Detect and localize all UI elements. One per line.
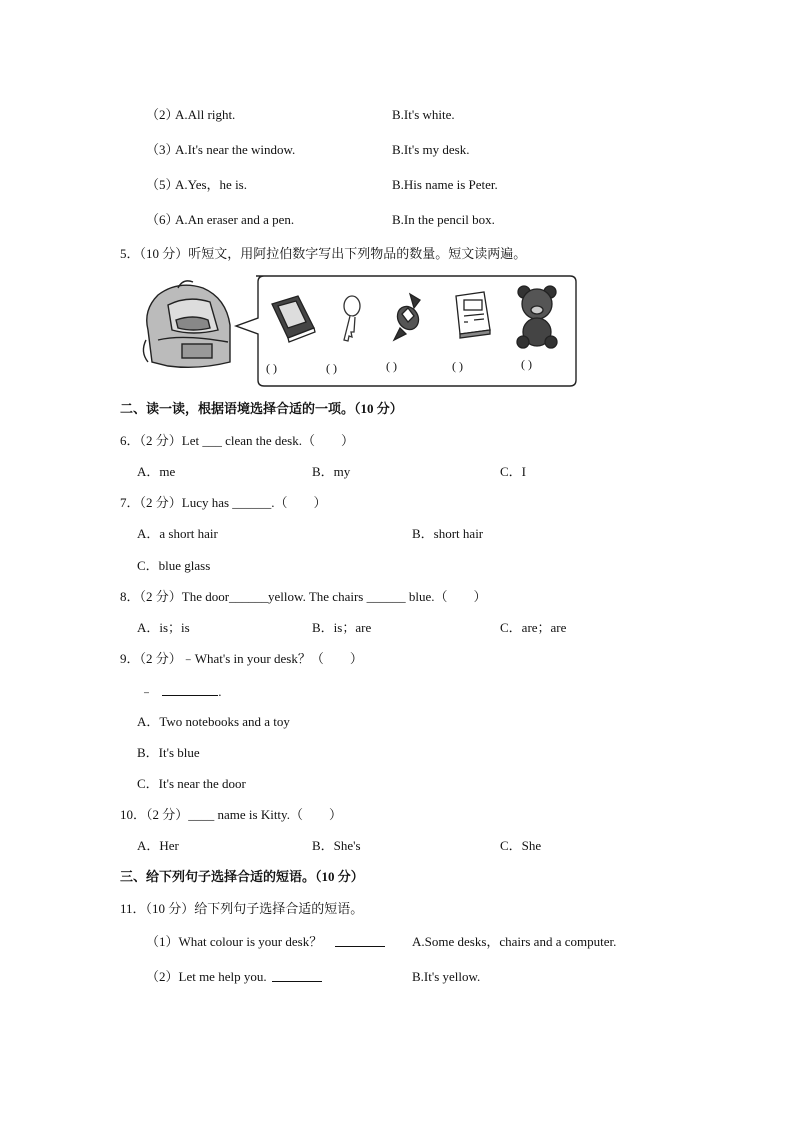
q11-choice-b: B.It's yellow. <box>412 969 481 984</box>
q4-row-number: （2） <box>146 107 179 122</box>
answer-paren-notebook[interactable]: ( ) <box>452 359 463 373</box>
backpack-icon <box>143 281 230 367</box>
q10-option-a[interactable]: A．Her <box>137 838 179 853</box>
q5-figure <box>138 270 578 390</box>
answer-paren-book[interactable]: ( ) <box>266 361 277 375</box>
q4-option-b: B.It's white. <box>392 107 455 122</box>
q11-answer-blank-2[interactable] <box>272 969 322 982</box>
answer-paren-bear[interactable]: ( ) <box>521 357 532 371</box>
q11-question-1: （1）What colour is your desk？ <box>146 934 323 949</box>
q11-choice-a: A.Some desks，chairs and a computer. <box>412 934 617 949</box>
answer-paren-candy[interactable]: ( ) <box>386 359 397 373</box>
q8-option-b[interactable]: B．is；are <box>312 620 372 635</box>
section2-heading: 二、读一读，根据语境选择合适的一项。（10 分） <box>120 401 403 416</box>
q9-dash: ﹣ <box>140 684 154 699</box>
q6-option-c[interactable]: C．I <box>500 464 527 479</box>
q9-stem: 9．（2 分）﹣What's in your desk？（ ） <box>120 651 363 666</box>
q7-option-a[interactable]: A．a short hair <box>137 526 218 541</box>
q11-answer-blank-1[interactable] <box>335 934 385 947</box>
q6-option-b[interactable]: B．my <box>312 464 351 479</box>
answer-paren-key[interactable]: ( ) <box>326 361 337 375</box>
q4-option-a: A.All right. <box>175 107 236 122</box>
q10-option-b[interactable]: B．She's <box>312 838 361 853</box>
q10-option-c[interactable]: C．She <box>500 838 542 853</box>
q11-stem: 11．（10 分）给下列句子选择合适的短语。 <box>120 901 364 916</box>
q4-option-a: A.Yes，he is. <box>175 177 247 192</box>
q8-option-a[interactable]: A．is；is <box>137 620 190 635</box>
q9-option-b[interactable]: B．It's blue <box>137 745 200 760</box>
q4-row-number: （3） <box>146 142 179 157</box>
q10-stem: 10．（2 分）____ name is Kitty.（ ） <box>120 807 342 822</box>
q4-option-b: B.His name is Peter. <box>392 177 498 192</box>
q4-row-number: （6） <box>146 212 179 227</box>
q4-row-number: （5） <box>146 177 179 192</box>
q4-option-b: B.It's my desk. <box>392 142 470 157</box>
q9-option-c[interactable]: C．It's near the door <box>137 776 246 791</box>
q9-blank-period: . <box>218 684 222 699</box>
q11-question-2: （2）Let me help you. <box>146 969 267 984</box>
q5-illustration <box>138 270 578 390</box>
q4-option-b: B.In the pencil box. <box>392 212 495 227</box>
q7-option-c[interactable]: C．blue glass <box>137 558 211 573</box>
q8-stem: 8．（2 分）The door______yellow. The chairs ______ blue.（ ） <box>120 589 487 604</box>
q6-stem: 6．（2 分）Let ___ clean the desk.（ ） <box>120 433 354 448</box>
q8-option-c[interactable]: C．are；are <box>500 620 567 635</box>
q5-title: 5．（10 分）听短文，用阿拉伯数字写出下列物品的数量。短文读两遍。 <box>120 246 527 261</box>
q6-option-a[interactable]: A．me <box>137 464 176 479</box>
q7-stem: 7．（2 分）Lucy has ______.（ ） <box>120 495 327 510</box>
section3-heading: 三、给下列句子选择合适的短语。（10 分） <box>120 869 364 884</box>
q9-answer-line <box>140 683 222 700</box>
q4-option-a: A.An eraser and a pen. <box>175 212 295 227</box>
q9-option-a[interactable]: A．Two notebooks and a toy <box>137 714 290 729</box>
notebook-icon <box>456 292 490 338</box>
q9-answer-blank[interactable] <box>162 683 218 696</box>
q7-option-b[interactable]: B．short hair <box>412 526 484 541</box>
q4-option-a: A.It's near the window. <box>175 142 296 157</box>
